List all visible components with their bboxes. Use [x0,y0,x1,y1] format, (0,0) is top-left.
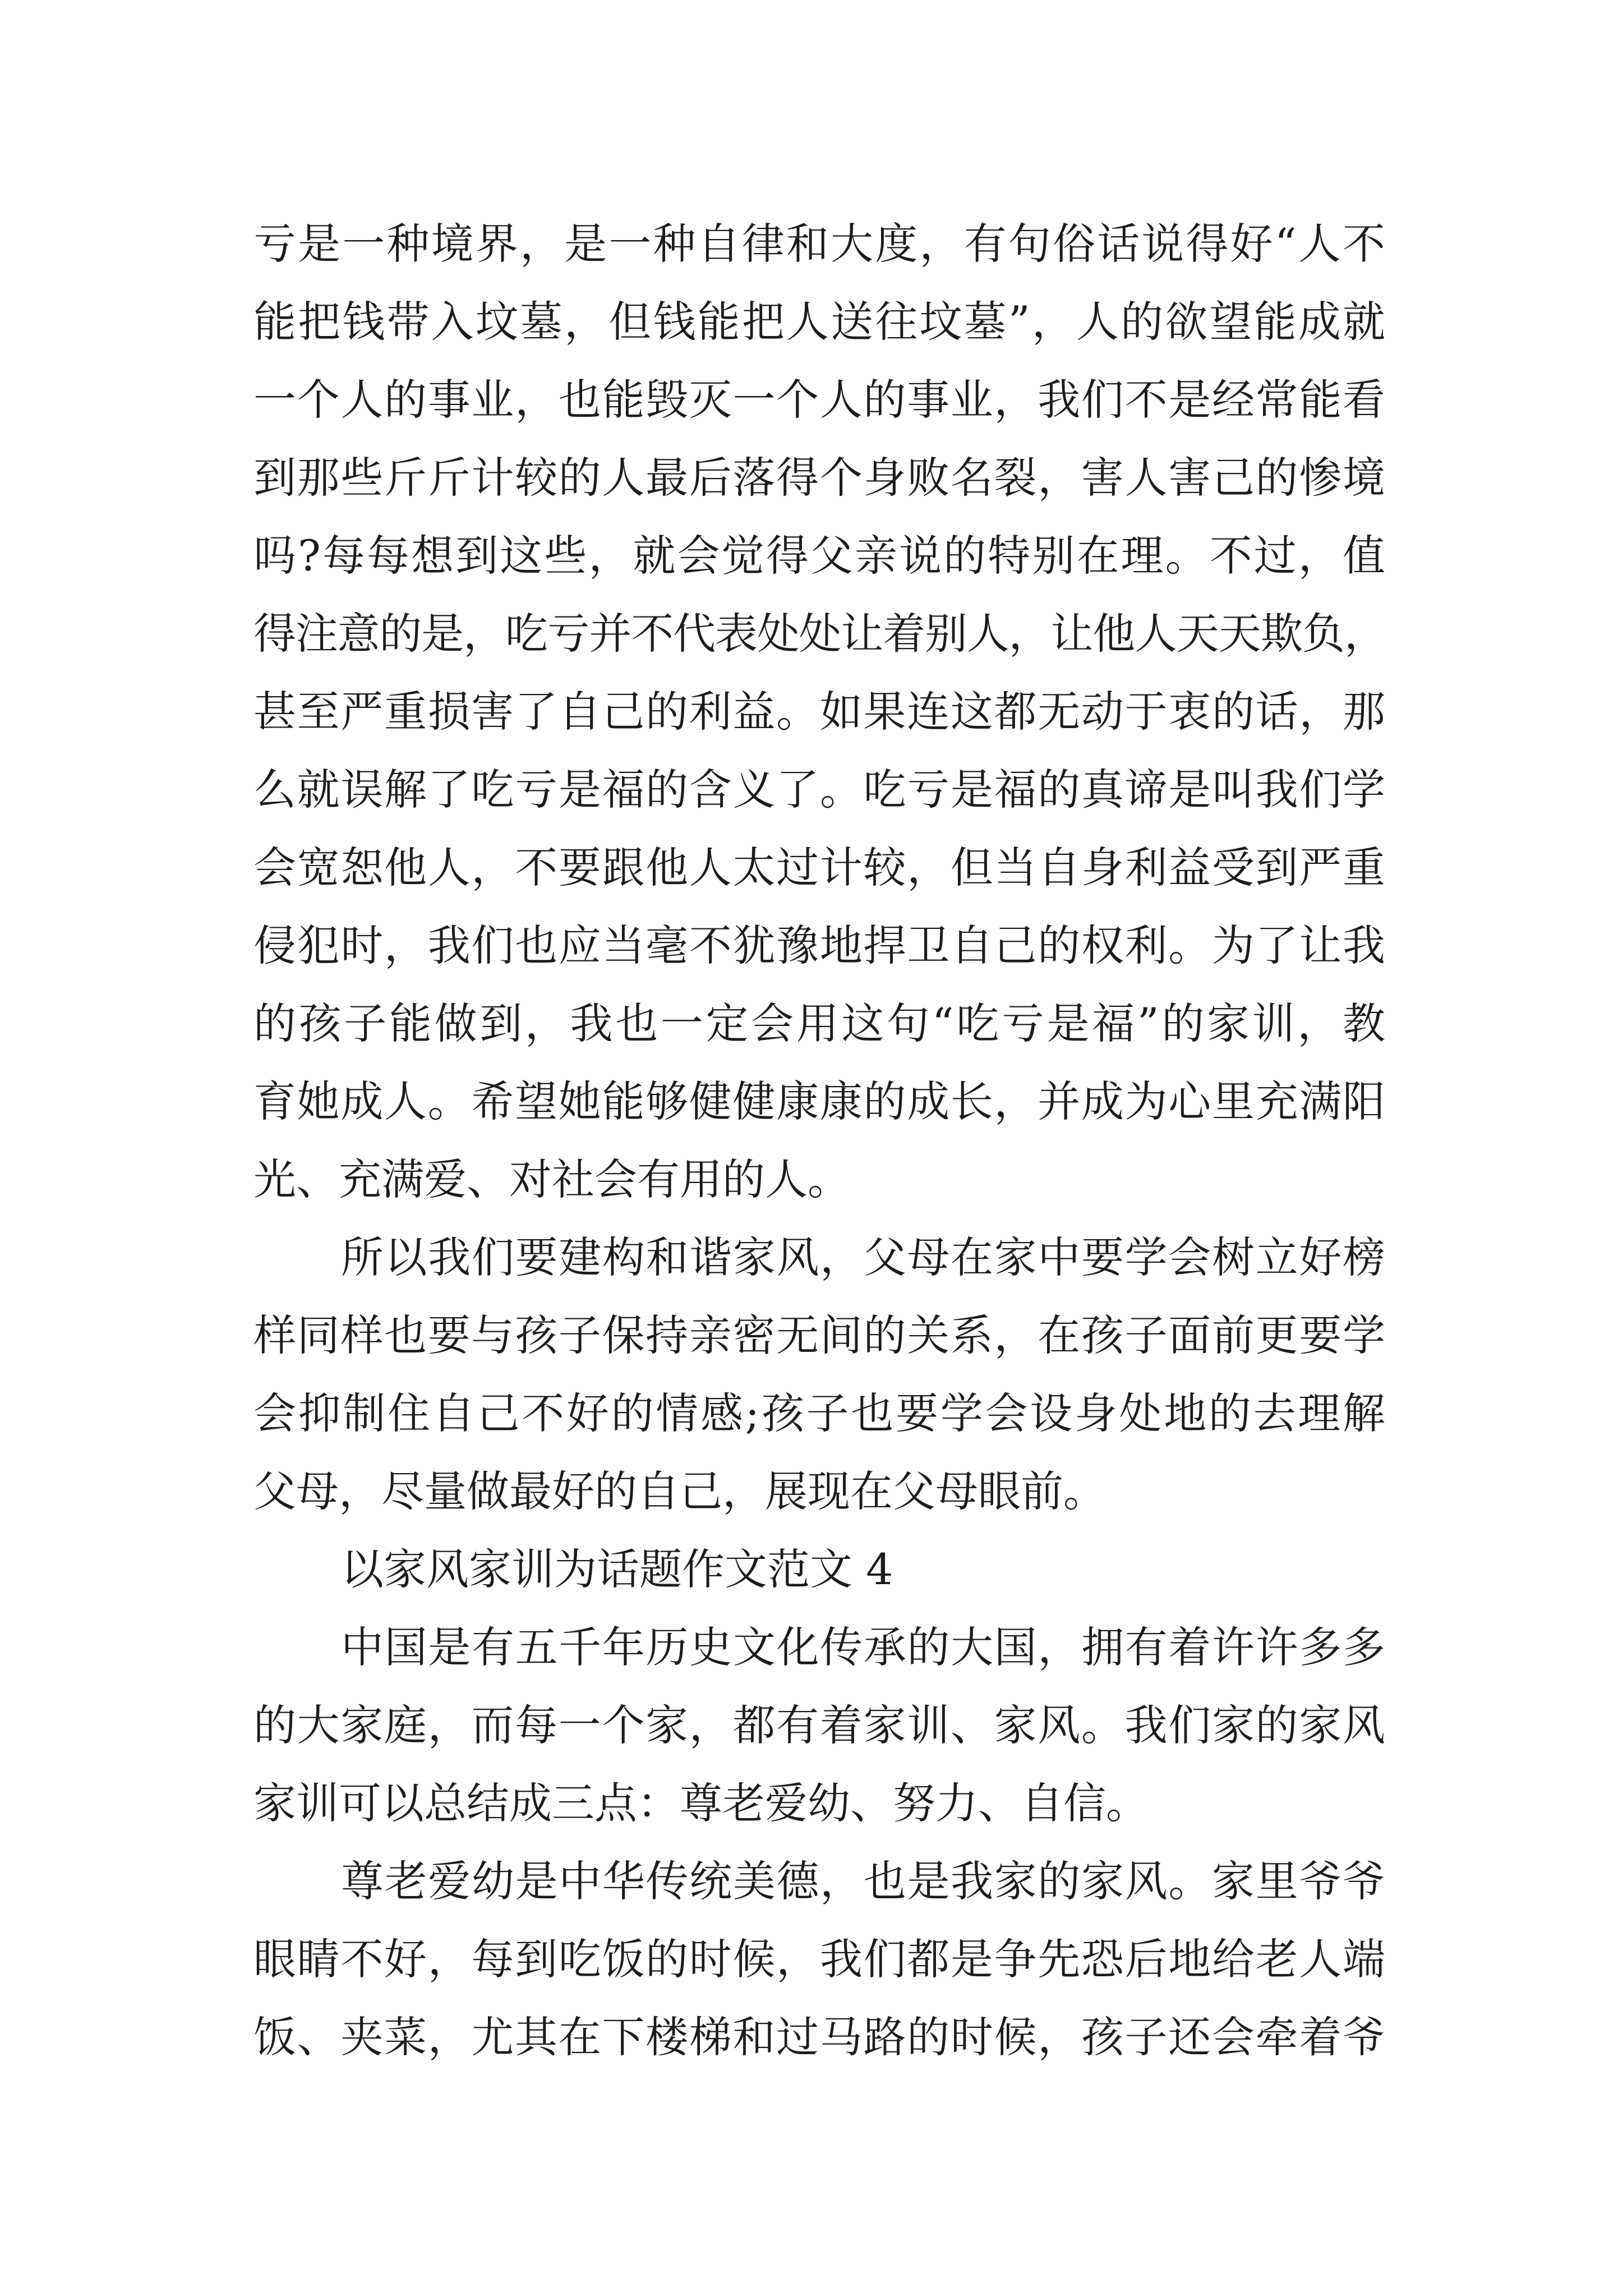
document-body [253,205,1385,2076]
paragraph [253,1842,1385,2076]
text-line: 亏是一种境界，是一种自律和大度，有句俗话说得好“人不 [253,219,1385,269]
text-line: 光、充满爱、对社会有用的人。 [253,1154,850,1204]
text-line: 育她成人。希望她能够健健康康的成长，并成为心里充满阳 [253,1076,1385,1126]
text-line: 吗?每每想到这些，就会觉得父亲说的特别在理。不过，值 [253,531,1385,581]
text-line: 饭、夹菜，尤其在下楼梯和过马路的时候，孩子还会牵着爷 [253,2012,1385,2062]
text-line: 到那些斤斤计较的人最后落得个身败名裂，害人害己的惨境 [253,453,1385,503]
text-line: 会宽恕他人，不要跟他人太过计较，但当自身利益受到严重 [253,843,1385,892]
text-line: 侵犯时，我们也应当毫不犹豫地捍卫自己的权利。为了让我 [253,921,1385,970]
text-line: 会抑制住自己不好的情感;孩子也要学会设身处地的去理解 [253,1388,1385,1438]
text-line: 父母，尽量做最好的自己，展现在父母眼前。 [253,1466,1106,1516]
text-line: 中国是有五千年历史文化传承的大国，拥有着许许多多 [341,1622,1385,1672]
text-line: 的孩子能做到，我也一定会用这句“吃亏是福”的家训，教 [253,999,1385,1048]
text-line: 眼睛不好，每到吃饭的时候，我们都是争先恐后地给老人端 [253,1934,1385,1984]
text-line: 所以我们要建构和谐家风，父母在家中要学会树立好榜 [341,1232,1385,1282]
text-line: 的大家庭，而每一个家，都有着家训、家风。我们家的家风 [253,1700,1385,1750]
text-line: 能把钱带入坟墓，但钱能把人送往坟墓”，人的欲望能成就 [253,297,1385,347]
text-line: 尊老爱幼是中华传统美德，也是我家的家风。家里爷爷 [341,1856,1385,1906]
text-line: 样同样也要与孩子保持亲密无间的关系，在孩子面前更要学 [253,1310,1385,1360]
paragraph [253,1608,1385,1842]
paragraph-continued [253,205,1385,1218]
text-line: 么就误解了吃亏是福的含义了。吃亏是福的真谛是叫我们学 [253,765,1385,815]
text-line: 甚至严重损害了自己的利益。如果连这都无动于衷的话，那 [253,687,1385,737]
text-line: 家训可以总结成三点：尊老爱幼、努力、自信。 [253,1778,1149,1828]
paragraph [253,1218,1385,1530]
text-line: 一个人的事业，也能毁灭一个人的事业，我们不是经常能看 [253,375,1385,425]
text-line: 得注意的是，吃亏并不代表处处让着别人，让他人天天欺负， [253,609,1385,659]
section-heading: 以家风家训为话题作文范文 4 [341,1544,893,1594]
